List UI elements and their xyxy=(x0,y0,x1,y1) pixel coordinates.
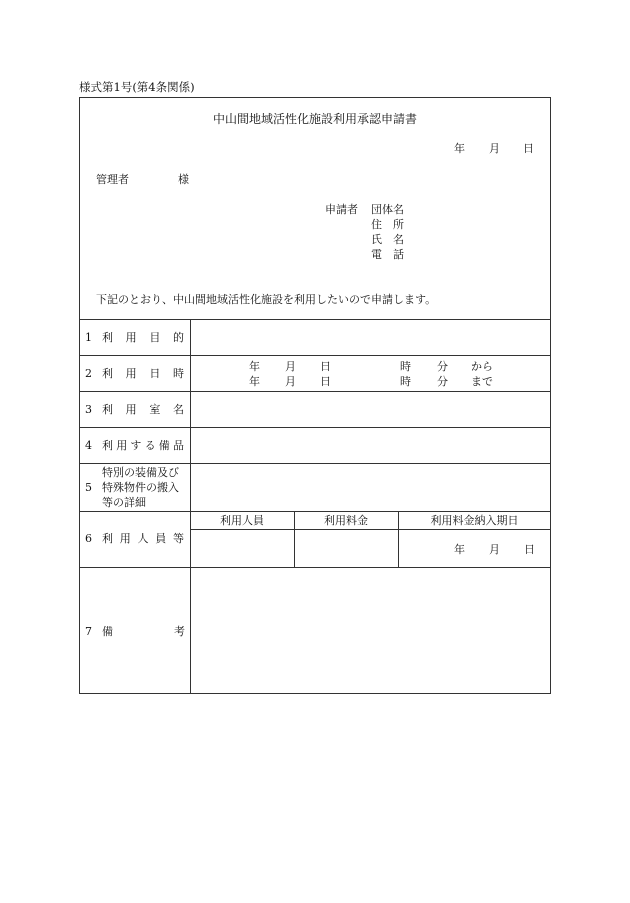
row-1-label xyxy=(102,332,184,343)
payment-year-label: 年 xyxy=(454,543,465,556)
row-2-label xyxy=(102,368,184,379)
row-1-label-char: 用 xyxy=(125,331,137,344)
applicant-phone-label: 電 話 xyxy=(371,248,404,261)
usage-header-fee: 利用料金 xyxy=(324,514,368,527)
addressee-honorific: 様 xyxy=(178,173,189,186)
row-4-label xyxy=(102,440,184,451)
row-3-number: 3 xyxy=(85,403,92,416)
form-number-label: 様式第1号(第4条関係) xyxy=(79,80,195,94)
payment-month-label: 月 xyxy=(489,543,500,556)
row-7-number: 7 xyxy=(85,625,92,638)
start-from-label: から xyxy=(471,360,493,373)
row-3-label-char: 名 xyxy=(172,403,184,416)
row-3-label-char: 室 xyxy=(149,403,161,416)
start-day-label: 日 xyxy=(320,360,331,373)
row-4-label-char: す xyxy=(130,439,142,452)
row-1-label-char: 目 xyxy=(149,331,161,344)
start-year-label: 年 xyxy=(249,360,260,373)
usage-header-divider xyxy=(190,529,551,530)
end-year-label: 年 xyxy=(249,375,260,388)
row-divider xyxy=(79,567,551,568)
row-5-label-line-1: 特別の装備及び xyxy=(102,466,179,479)
row-5-label-line-3: 等の詳細 xyxy=(102,496,146,509)
row-6-label-char: 用 xyxy=(119,532,131,545)
row-divider xyxy=(79,511,551,512)
row-2-label-char: 用 xyxy=(125,367,137,380)
row-6-label-char: 利 xyxy=(102,532,113,545)
applicant-label: 申請者 xyxy=(325,203,358,216)
row-1-number: 1 xyxy=(85,331,92,344)
end-to-label: まで xyxy=(471,375,493,388)
row-4-number: 4 xyxy=(85,439,92,452)
row-6-label-char: 等 xyxy=(173,532,184,545)
row-5-label-line-2: 特殊物件の搬入 xyxy=(102,481,179,494)
row-4-label-char: 品 xyxy=(172,439,184,452)
row-4-label-char: 用 xyxy=(116,439,128,452)
row-4-label-char: 備 xyxy=(158,439,170,452)
form-title: 中山間地域活性化施設利用承認申請書 xyxy=(212,112,417,126)
row-4-label-char: 利 xyxy=(102,439,113,452)
start-minute-label: 分 xyxy=(437,360,448,373)
row-3-label-char: 用 xyxy=(125,403,137,416)
row-6-number: 6 xyxy=(85,532,92,545)
row-divider xyxy=(79,391,551,392)
row-6-label xyxy=(102,533,184,544)
row-7-label-start: 備 xyxy=(102,625,113,638)
row-2-label-char: 時 xyxy=(172,367,184,380)
row-2-label-char: 日 xyxy=(149,367,161,380)
usage-header-persons: 利用人員 xyxy=(220,514,264,527)
end-month-label: 月 xyxy=(285,375,296,388)
payment-day-label: 日 xyxy=(524,543,535,556)
applicant-address-label: 住 所 xyxy=(371,218,404,231)
row-divider xyxy=(79,463,551,464)
row-2-number: 2 xyxy=(85,367,92,380)
date-year-label: 年 xyxy=(454,142,465,155)
application-form xyxy=(79,97,551,694)
row-divider xyxy=(79,427,551,428)
start-hour-label: 時 xyxy=(400,360,411,373)
row-1-label-char: 利 xyxy=(102,331,113,344)
row-6-label-char: 員 xyxy=(155,532,167,545)
date-month-label: 月 xyxy=(489,142,500,155)
row-3-label xyxy=(102,404,184,415)
applicant-name-label: 氏 名 xyxy=(371,233,404,246)
row-7-label-end: 考 xyxy=(174,625,185,638)
row-divider xyxy=(79,319,551,320)
end-day-label: 日 xyxy=(320,375,331,388)
row-4-label-char: る xyxy=(144,439,156,452)
addressee-name: 管理者 xyxy=(96,173,129,186)
row-3-label-char: 利 xyxy=(102,403,113,416)
row-1-label-char: 的 xyxy=(172,331,184,344)
row-6-label-char: 人 xyxy=(137,532,149,545)
application-statement: 下記のとおり、中山間地域活性化施設を利用したいので申請します。 xyxy=(96,293,437,306)
row-5-number: 5 xyxy=(85,481,92,494)
row-2-label-char: 利 xyxy=(102,367,113,380)
date-day-label: 日 xyxy=(523,142,534,155)
start-month-label: 月 xyxy=(285,360,296,373)
end-minute-label: 分 xyxy=(437,375,448,388)
label-column-divider xyxy=(190,319,191,694)
usage-header-payment-due: 利用料金納入期日 xyxy=(430,514,519,527)
end-hour-label: 時 xyxy=(400,375,411,388)
row-divider xyxy=(79,355,551,356)
applicant-organization-label: 団体名 xyxy=(371,203,404,216)
